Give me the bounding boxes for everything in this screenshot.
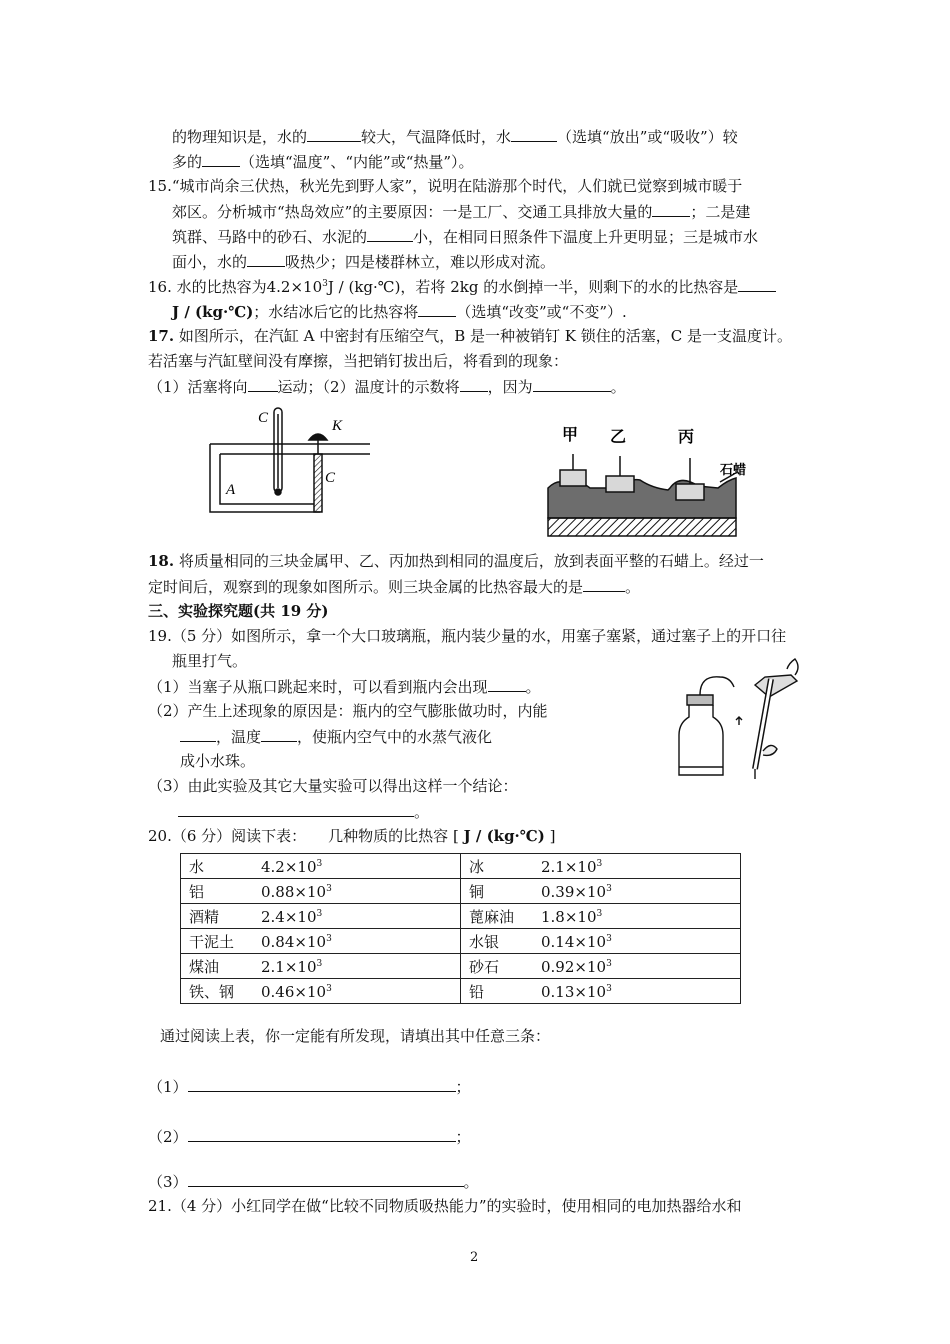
text: ，温度 (216, 728, 262, 746)
answer-line-1 (148, 1076, 471, 1097)
exponent: 3 (596, 858, 603, 869)
specific-heat-value: 0.39×10 (541, 882, 607, 901)
q17-line1 (148, 326, 792, 346)
text: ； (455, 1128, 471, 1146)
table-row (181, 929, 741, 954)
blank-q14-1[interactable] (307, 126, 361, 142)
blank-q19-4[interactable] (178, 801, 414, 817)
text: （1） (148, 1078, 188, 1096)
page-number: 2 (470, 1250, 479, 1265)
specific-heat-value: 4.2×10 (261, 857, 317, 876)
exponent: 3 (596, 908, 603, 919)
text: 运动；（2）温度计的示数将 (277, 378, 460, 396)
blank-q14-2[interactable] (511, 126, 557, 142)
text: （3） (148, 1173, 188, 1191)
unit: J / (kg·℃) (463, 827, 545, 845)
table-cell (181, 854, 461, 879)
exponent: 3 (606, 933, 612, 944)
table-row (181, 854, 741, 879)
answer-line-3 (148, 1171, 479, 1192)
substance-name: 煤油 (189, 957, 220, 976)
exponent: 3 (326, 883, 332, 894)
text: 。 (610, 378, 626, 396)
specific-heat-value: 2.1×10 (541, 857, 597, 876)
text: 较大，气温降低时，水 (361, 128, 512, 146)
answer-blank-3[interactable] (188, 1171, 464, 1187)
substance-name: 蓖麻油 (469, 907, 515, 926)
substance-name: 酒精 (189, 907, 220, 926)
text: ；水结冰后它的比热容将 (253, 303, 419, 321)
text: 如图所示，在汽缸 A 中密封有压缩空气，B 是一种被销钉 K 锁住的活塞，C 是一支温度计。 (174, 327, 793, 345)
exponent: 3 (606, 958, 612, 969)
table-cell (461, 929, 741, 954)
blank-q17-3[interactable] (533, 376, 611, 392)
text: 吸热少；四是楼群林立，难以形成对流。 (285, 253, 556, 271)
table-row (181, 979, 741, 1004)
answer-blank-2[interactable] (188, 1126, 456, 1142)
label-a: A (226, 482, 236, 498)
text: 。 (414, 803, 430, 821)
specific-heat-value: 0.14×10 (541, 932, 607, 951)
exponent: 3 (316, 958, 323, 969)
blank-q15-2[interactable] (367, 226, 413, 242)
exponent: 3 (606, 983, 612, 994)
label-c2: C (325, 470, 336, 486)
specific-heat-value: 0.84×10 (261, 932, 327, 951)
label-wax: 石蜡 (720, 463, 747, 478)
q21-line1: 21.（4 分）小红同学在做“比较不同物质吸热能力”的实验时，使用相同的电加热器给水和 (148, 1197, 742, 1215)
blank-q19-2[interactable] (180, 726, 216, 742)
table-cell (461, 979, 741, 1004)
text: ] (544, 827, 556, 845)
text: （选填“改变”或“不变”）. (456, 303, 627, 321)
q15-line3 (172, 226, 758, 247)
q17-line3 (148, 376, 626, 397)
q18-line1 (148, 551, 764, 571)
specific-heat-value: 2.4×10 (261, 907, 317, 926)
blank-q16-1[interactable] (738, 276, 776, 292)
exponent: 3 (316, 858, 323, 869)
text: J / (kg·℃)，若将 2kg 的水倒掉一半，则剩下的水的比热容是 (327, 278, 739, 296)
q19-line5 (180, 726, 492, 747)
table-cell (181, 904, 461, 929)
blank-q18[interactable] (583, 576, 625, 592)
table-cell (461, 904, 741, 929)
table-cell (461, 879, 741, 904)
label-c: C (258, 410, 269, 426)
q19-line6: 成小水珠。 (180, 752, 256, 770)
blank-q17-1[interactable] (248, 376, 278, 392)
q15-line4 (172, 251, 555, 272)
q20-line1 (148, 826, 555, 846)
blank-q15-3[interactable] (247, 251, 285, 267)
specific-heat-value: 1.8×10 (541, 907, 597, 926)
q14-line2 (172, 151, 474, 172)
text: 。 (463, 1173, 479, 1191)
table-cell (461, 954, 741, 979)
q19-line8 (178, 801, 429, 822)
substance-name: 冰 (469, 857, 485, 876)
text: 郊区。分析城市“热岛效应”的主要原因：一是工厂、交通工具排放大量的 (172, 203, 653, 221)
text: ；二是建 (690, 203, 751, 221)
table-row (181, 879, 741, 904)
table-title: 几种物质的比热容 [ (328, 827, 464, 845)
text: 的物理知识是，水的 (172, 128, 308, 146)
blank-q19-1[interactable] (488, 676, 526, 692)
blank-q14-3[interactable] (202, 151, 240, 167)
unit: J / (kg·℃) (172, 303, 254, 321)
specific-heat-value: 0.13×10 (541, 982, 607, 1001)
text: 筑群、马路中的砂石、水泥的 (172, 228, 368, 246)
q20-prompt: 通过阅读上表，你一定能有所发现，请填出其中任意三条： (160, 1027, 551, 1045)
q19-line7: （3）由此实验及其它大量实验可以得出这样一个结论： (148, 777, 518, 795)
bottle-pump-figure (675, 655, 805, 785)
label-bing: 丙 (678, 427, 695, 446)
q14-line1 (172, 126, 738, 147)
q17-line2: 若活塞与汽缸壁间没有摩擦，当把销钉拔出后，将看到的现象： (148, 352, 569, 370)
exponent: 3 (326, 983, 332, 994)
text: （选填“放出”或“吸收”）较 (557, 128, 738, 146)
q15-line1: 15.“城市尚余三伏热，秋光先到野人家”，说明在陆游那个时代，人们就已觉察到城市暖于 (148, 177, 743, 195)
text: 20.（6 分）阅读下表： (148, 827, 307, 845)
substance-name: 水银 (469, 932, 500, 951)
q18-line2 (148, 576, 640, 597)
table-cell (461, 854, 741, 879)
text: 将质量相同的三块金属甲、乙、丙加热到相同的温度后，放到表面平整的石蜡上。经过一 (174, 552, 764, 570)
exponent: 3 (606, 883, 612, 894)
substance-name: 铅 (469, 982, 485, 1001)
text: （选填“温度”、“内能”或“热量”）。 (240, 153, 474, 171)
table-cell (181, 954, 461, 979)
q19-line4: （2）产生上述现象的原因是：瓶内的空气膨胀做功时，内能 (148, 702, 548, 720)
substance-name: 水 (189, 857, 205, 876)
question-number: 18. (148, 552, 175, 570)
q19-line2: 瓶里打气。 (172, 652, 248, 670)
text: ，使瓶内空气中的水蒸气液化 (297, 728, 493, 746)
blank-q16-2[interactable] (418, 301, 456, 317)
text: 16. 水的比热容为4.2×10 (148, 278, 323, 296)
answer-blank-1[interactable] (188, 1076, 456, 1092)
text: 。 (525, 678, 541, 696)
label-k: K (332, 418, 343, 434)
q16-line2 (172, 301, 627, 322)
text: ； (455, 1078, 471, 1096)
substance-name: 铝 (189, 882, 205, 901)
text: （1）当塞子从瓶口跳起来时，可以看到瓶内会出现 (148, 678, 488, 696)
q16-line1 (148, 276, 776, 297)
specific-heat-table (180, 853, 741, 1004)
text: 多的 (172, 153, 203, 171)
label-jia: 甲 (562, 425, 579, 444)
answer-line-2 (148, 1126, 471, 1147)
wax-figure (540, 418, 760, 548)
specific-heat-value: 0.46×10 (261, 982, 327, 1001)
q19-line1: 19.（5 分）如图所示，拿一个大口玻璃瓶，瓶内装少量的水，用塞子塞紧，通过塞子上的开口往 (148, 627, 787, 645)
section-3-heading: 三、实验探究题(共 19 分) (148, 602, 329, 620)
text: ，因为 (487, 378, 533, 396)
label-yi: 乙 (610, 427, 627, 446)
table-row (181, 904, 741, 929)
table-cell (181, 879, 461, 904)
blank-q19-3[interactable] (261, 726, 297, 742)
text: 小，在相同日照条件下温度上升更明显；三是城市水 (413, 228, 759, 246)
text: （2） (148, 1128, 188, 1146)
q19-line3 (148, 676, 541, 697)
text: 定时间后，观察到的现象如图所示。则三块金属的比热容最大的是 (148, 578, 584, 596)
cylinder-figure (200, 400, 380, 520)
specific-heat-value: 2.1×10 (261, 957, 317, 976)
blank-q17-2[interactable] (460, 376, 488, 392)
substance-name: 铁、钢 (189, 982, 235, 1001)
specific-heat-value: 0.88×10 (261, 882, 327, 901)
text: 。 (625, 578, 641, 596)
specific-heat-value: 0.92×10 (541, 957, 607, 976)
question-number: 17. (148, 327, 175, 345)
exponent: 3 (326, 933, 332, 944)
text: 面小，水的 (172, 253, 248, 271)
text: （1）活塞将向 (148, 378, 248, 396)
table-row (181, 954, 741, 979)
blank-q15-1[interactable] (652, 201, 690, 217)
substance-name: 铜 (469, 882, 485, 901)
substance-name: 砂石 (469, 957, 500, 976)
exponent: 3 (316, 908, 323, 919)
substance-name: 干泥土 (189, 932, 235, 951)
superscript: 3 (322, 279, 328, 289)
q15-line2 (172, 201, 750, 222)
table-cell (181, 979, 461, 1004)
table-cell (181, 929, 461, 954)
